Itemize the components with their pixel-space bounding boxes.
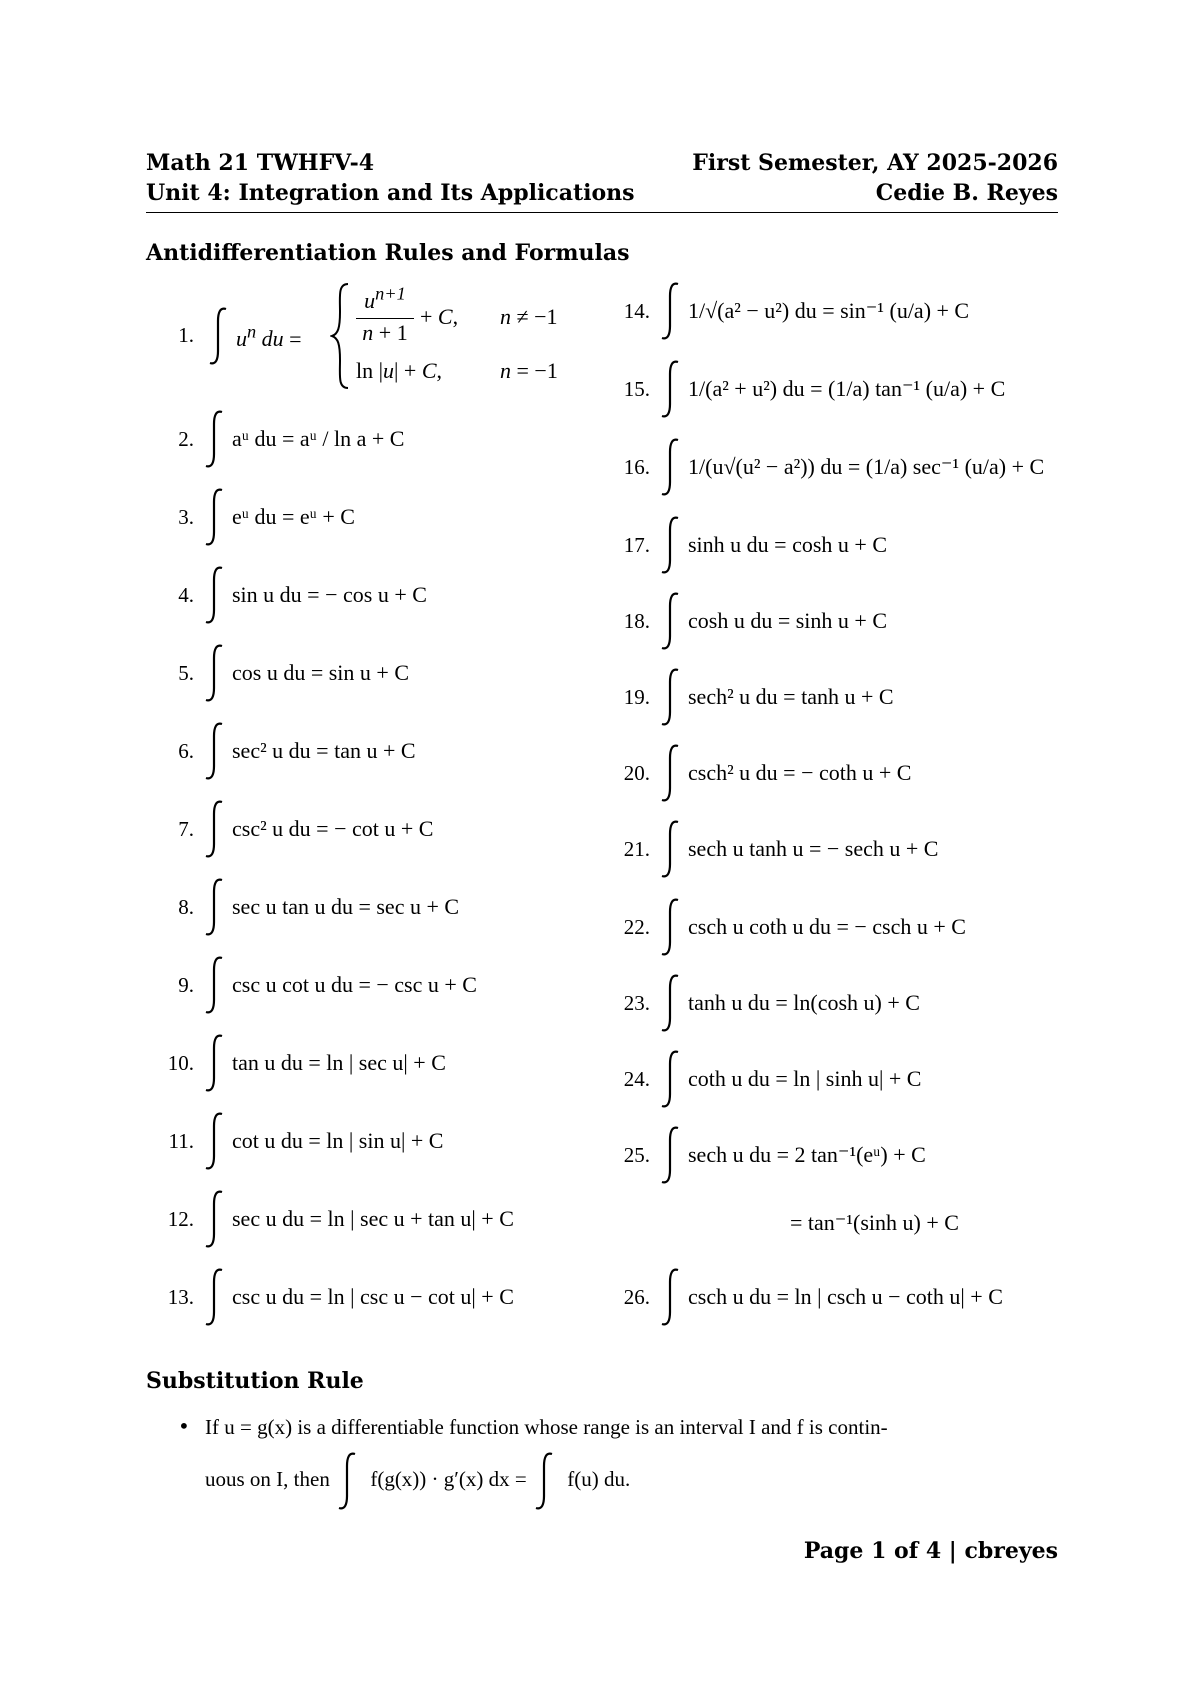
formula-number: 12. bbox=[167, 1206, 194, 1231]
integral-sign-icon bbox=[202, 954, 228, 1016]
formula-text: sech u tanh u = − sech u + C bbox=[688, 836, 939, 861]
substitution-line-1: If u = g(x) is a differentiable function whose range is an interval I and f is contin- bbox=[205, 1415, 888, 1439]
formula-item bbox=[602, 970, 920, 1036]
formula-piece: ln |u| + C, bbox=[356, 358, 443, 383]
formula-item bbox=[146, 952, 477, 1018]
formula-number: 18. bbox=[623, 608, 650, 633]
formula-item bbox=[602, 588, 887, 654]
integral-sign-icon bbox=[202, 1032, 228, 1094]
formula-number: 6. bbox=[178, 738, 194, 763]
integral-sign-icon bbox=[658, 1048, 684, 1110]
formula-number: 8. bbox=[178, 894, 194, 919]
formula-text: = tan⁻¹(sinh u) + C bbox=[790, 1210, 959, 1235]
course-title: Math 21 TWHFV-4 bbox=[146, 150, 375, 176]
formula-text: sec u tan u du = sec u + C bbox=[232, 894, 460, 919]
formula-item bbox=[146, 562, 427, 628]
integral-sign-icon bbox=[658, 514, 684, 576]
formula-number: 7. bbox=[178, 816, 194, 841]
formula-piece: + C, bbox=[420, 304, 459, 329]
integral-sign-icon bbox=[658, 818, 684, 880]
bullet-icon: • bbox=[178, 1414, 190, 1438]
integral-sign-icon bbox=[202, 1266, 228, 1328]
formula-text: csc u cot u du = − csc u + C bbox=[232, 972, 477, 997]
integral-sign-icon bbox=[658, 280, 684, 342]
formula-number: 19. bbox=[623, 684, 650, 709]
page-footer: Page 1 of 4 | cbreyes bbox=[803, 1538, 1058, 1564]
integral-sign-icon bbox=[658, 666, 684, 728]
formula-number: 21. bbox=[623, 836, 650, 861]
integral-sign-icon bbox=[206, 305, 232, 367]
formula-item bbox=[146, 640, 409, 706]
formula-text: csch² u du = − coth u + C bbox=[688, 760, 912, 785]
formula-item bbox=[602, 512, 887, 578]
formula-number: 16. bbox=[623, 454, 650, 479]
formula-number: 14. bbox=[623, 298, 650, 323]
formula-number: 13. bbox=[167, 1284, 194, 1309]
formula-number: 23. bbox=[623, 990, 650, 1015]
formula-item bbox=[146, 874, 459, 940]
formula-item bbox=[602, 740, 911, 806]
formula-text: sech² u du = tanh u + C bbox=[688, 684, 894, 709]
integral-sign-icon bbox=[658, 358, 684, 420]
formula-text: 1/(a² + u²) du = (1/a) tan⁻¹ (u/a) + C bbox=[688, 376, 1006, 401]
integral-sign-icon bbox=[658, 1124, 684, 1186]
formula-text: sinh u du = cosh u + C bbox=[688, 532, 887, 557]
substitution-rhs: f(u) du. bbox=[567, 1466, 631, 1491]
formula-text: sech u du = 2 tan⁻¹(eᵘ) + C bbox=[688, 1142, 926, 1167]
formula-text: tanh u du = ln(cosh u) + C bbox=[688, 990, 920, 1015]
formula-text: cot u du = ln | sin u| + C bbox=[232, 1128, 444, 1153]
formula-text: csc u du = ln | csc u − cot u| + C bbox=[232, 1284, 514, 1309]
integral-sign-icon bbox=[335, 1450, 361, 1512]
formula-item bbox=[146, 1108, 443, 1174]
formula-text: sec² u du = tan u + C bbox=[232, 738, 416, 763]
formula-piece: $u^n$ du = bbox=[236, 322, 302, 352]
formula-text: csch u du = ln | csch u − coth u| + C bbox=[688, 1284, 1003, 1309]
integral-sign-icon bbox=[658, 590, 684, 652]
formula-item bbox=[602, 664, 894, 730]
formula-number: 4. bbox=[178, 582, 194, 607]
formula-number: 25. bbox=[623, 1142, 650, 1167]
integral-sign-icon bbox=[202, 564, 228, 626]
formula-text: csc² u du = − cot u + C bbox=[232, 816, 434, 841]
substitution-line-2 bbox=[205, 1450, 1055, 1512]
formula-item bbox=[602, 816, 938, 882]
formula-item bbox=[602, 1264, 1003, 1330]
formula-number: 15. bbox=[623, 376, 650, 401]
formula-item bbox=[602, 356, 1005, 422]
integral-sign-icon bbox=[202, 798, 228, 860]
formula-item-continuation bbox=[790, 1190, 959, 1256]
integral-sign-icon bbox=[658, 1266, 684, 1328]
formula-text: sin u du = − cos u + C bbox=[232, 582, 427, 607]
formula-text: eᵘ du = eᵘ + C bbox=[232, 504, 355, 529]
unit-title: Unit 4: Integration and Its Applications bbox=[146, 180, 635, 206]
integral-sign-icon bbox=[202, 642, 228, 704]
integral-sign-icon bbox=[658, 972, 684, 1034]
integral-sign-icon bbox=[202, 720, 228, 782]
antidiff-section-title: Antidifferentiation Rules and Formulas bbox=[146, 240, 630, 266]
formula-item bbox=[146, 718, 416, 784]
formula-number: 10. bbox=[167, 1050, 194, 1075]
integral-sign-icon bbox=[202, 408, 228, 470]
formula-item bbox=[602, 894, 966, 960]
integral-sign-icon bbox=[658, 436, 684, 498]
formula-item bbox=[146, 796, 433, 862]
formula-item bbox=[602, 278, 969, 344]
formula-item bbox=[146, 406, 404, 472]
formula-number: 9. bbox=[178, 972, 194, 997]
integral-sign-icon bbox=[202, 1188, 228, 1250]
formula-text: aᵘ du = aᵘ / ln a + C bbox=[232, 426, 405, 451]
formula-number: 2. bbox=[178, 426, 194, 451]
formula-item bbox=[602, 1046, 921, 1112]
formula-number: 3. bbox=[178, 504, 194, 529]
formula-item bbox=[146, 1186, 514, 1252]
formula-item bbox=[146, 1030, 446, 1096]
formula-item bbox=[602, 1122, 926, 1188]
formula-item bbox=[146, 302, 202, 368]
integral-sign-icon bbox=[658, 742, 684, 804]
semester-label: First Semester, AY 2025-2026 bbox=[692, 150, 1058, 176]
integral-sign-icon bbox=[658, 896, 684, 958]
substitution-prefix: uous on I, then bbox=[205, 1466, 330, 1491]
formula-item bbox=[602, 434, 1044, 500]
formula-number: 22. bbox=[623, 914, 650, 939]
integral-sign-icon bbox=[202, 1110, 228, 1172]
substitution-lhs: f(g(x)) · g′(x) dx = bbox=[370, 1466, 527, 1491]
formula-number: 17. bbox=[623, 532, 650, 557]
left-brace-icon bbox=[330, 282, 352, 390]
formula-text: cosh u du = sinh u + C bbox=[688, 608, 887, 633]
formula-piece: $u^{n+1}$ bbox=[364, 284, 406, 314]
formula-number: 11. bbox=[168, 1128, 194, 1153]
formula-piece: n + 1 bbox=[362, 320, 408, 345]
integral-sign-icon bbox=[532, 1450, 558, 1512]
formula-item bbox=[146, 1264, 514, 1330]
formula-text: coth u du = ln | sinh u| + C bbox=[688, 1066, 922, 1091]
formula-text: tan u du = ln | sec u| + C bbox=[232, 1050, 446, 1075]
substitution-section-title: Substitution Rule bbox=[146, 1368, 364, 1394]
formula-number: 24. bbox=[623, 1066, 650, 1091]
formula-text: csch u coth u du = − csch u + C bbox=[688, 914, 966, 939]
formula-number: 26. bbox=[623, 1284, 650, 1309]
formula-text: sec u du = ln | sec u + tan u| + C bbox=[232, 1206, 514, 1231]
formula-number: 5. bbox=[178, 660, 194, 685]
formula-text: 1/√(a² − u²) du = sin⁻¹ (u/a) + C bbox=[688, 298, 970, 323]
integral-sign-icon bbox=[202, 876, 228, 938]
integral-sign-icon bbox=[202, 486, 228, 548]
formula-piece: n = −1 bbox=[500, 358, 558, 383]
formula-piece: n ≠ −1 bbox=[500, 304, 558, 329]
formula-item bbox=[146, 484, 355, 550]
author-name: Cedie B. Reyes bbox=[875, 180, 1058, 206]
header-rule bbox=[146, 212, 1058, 213]
fraction-bar bbox=[356, 318, 414, 319]
formula-number: 1. bbox=[178, 322, 194, 347]
formula-text: 1/(u√(u² − a²)) du = (1/a) sec⁻¹ (u/a) + C bbox=[688, 454, 1045, 479]
formula-text: cos u du = sin u + C bbox=[232, 660, 409, 685]
formula-number: 20. bbox=[623, 760, 650, 785]
